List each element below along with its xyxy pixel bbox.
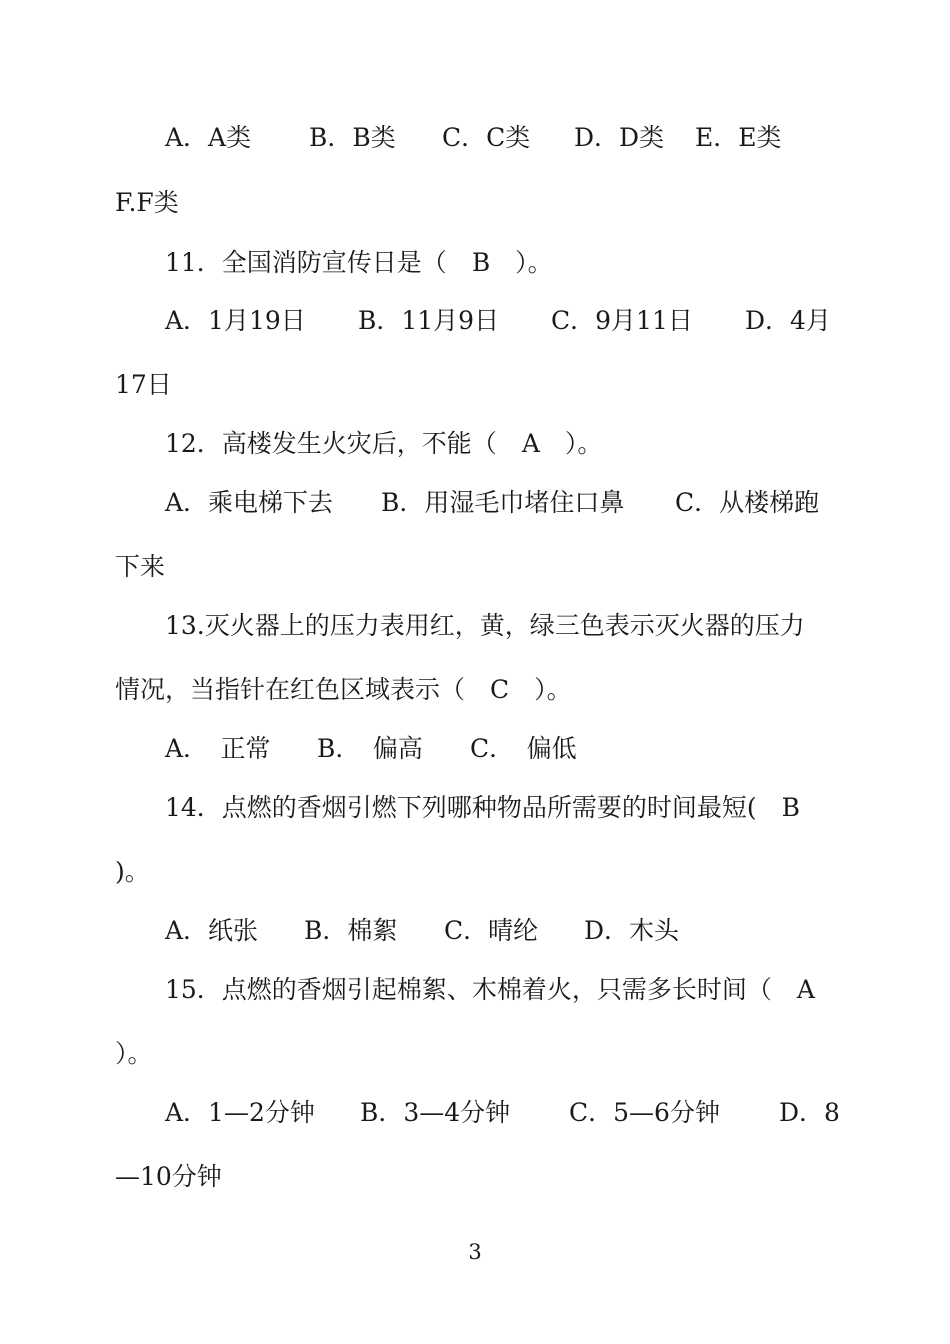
q14-question-wrap: )。	[115, 857, 150, 886]
q10-option-a: A．A类	[165, 123, 252, 152]
q12-option-wrap: 下来	[115, 552, 166, 581]
q10-option-b: B．B类	[309, 123, 396, 152]
q15-option-b: B．3—4分钟	[360, 1098, 511, 1127]
q15-option-wrap: —10分钟	[115, 1162, 222, 1191]
q11-option-c: C．9月11日	[551, 306, 693, 335]
q13-question-wrap: 情况，当指针在红色区域表示（ C ）。	[115, 675, 572, 704]
q12-option-a: A．乘电梯下去	[165, 488, 334, 517]
q10-option-d: D．D类	[574, 123, 665, 152]
q15-option-c: C．5—6分钟	[569, 1098, 720, 1127]
q14-option-b: B．棉絮	[304, 916, 398, 945]
q14-option-a: A．纸张	[165, 916, 259, 945]
q15-option-a: A．1—2分钟	[165, 1098, 315, 1127]
q11-question: 11．全国消防宣传日是（ B ）。	[165, 248, 553, 277]
q11-option-wrap: 17日	[115, 370, 172, 399]
q13-option-b: B． 偏高	[317, 734, 423, 763]
q15-option-d: D．8	[779, 1098, 840, 1127]
page-number: 3	[468, 1240, 482, 1264]
q13-option-a: A． 正常	[165, 734, 271, 763]
q14-option-d: D．木头	[584, 916, 680, 945]
q10-option-wrap: F.F类	[115, 188, 179, 217]
q13-option-c: C． 偏低	[470, 734, 577, 763]
q12-option-c: C．从楼梯跑	[675, 488, 820, 517]
q14-question: 14．点燃的香烟引燃下列哪种物品所需要的时间最短( B	[165, 793, 800, 822]
q15-question: 15．点燃的香烟引起棉絮、木棉着火，只需多长时间（ A	[165, 975, 815, 1004]
q11-option-d: D．4月	[745, 306, 831, 335]
q12-option-b: B．用湿毛巾堵住口鼻	[381, 488, 625, 517]
q12-question: 12．高楼发生火灾后，不能（ A ）。	[165, 429, 603, 458]
q10-option-c: C．C类	[442, 123, 531, 152]
q13-question: 13.灭火器上的压力表用红，黄，绿三色表示灭火器的压力	[165, 611, 805, 640]
q11-option-a: A．1月19日	[165, 306, 306, 335]
q14-option-c: C．晴纶	[444, 916, 539, 945]
q10-option-e: E．E类	[695, 123, 782, 152]
q11-option-b: B．11月9日	[358, 306, 500, 335]
q15-question-wrap: ）。	[115, 1039, 153, 1068]
